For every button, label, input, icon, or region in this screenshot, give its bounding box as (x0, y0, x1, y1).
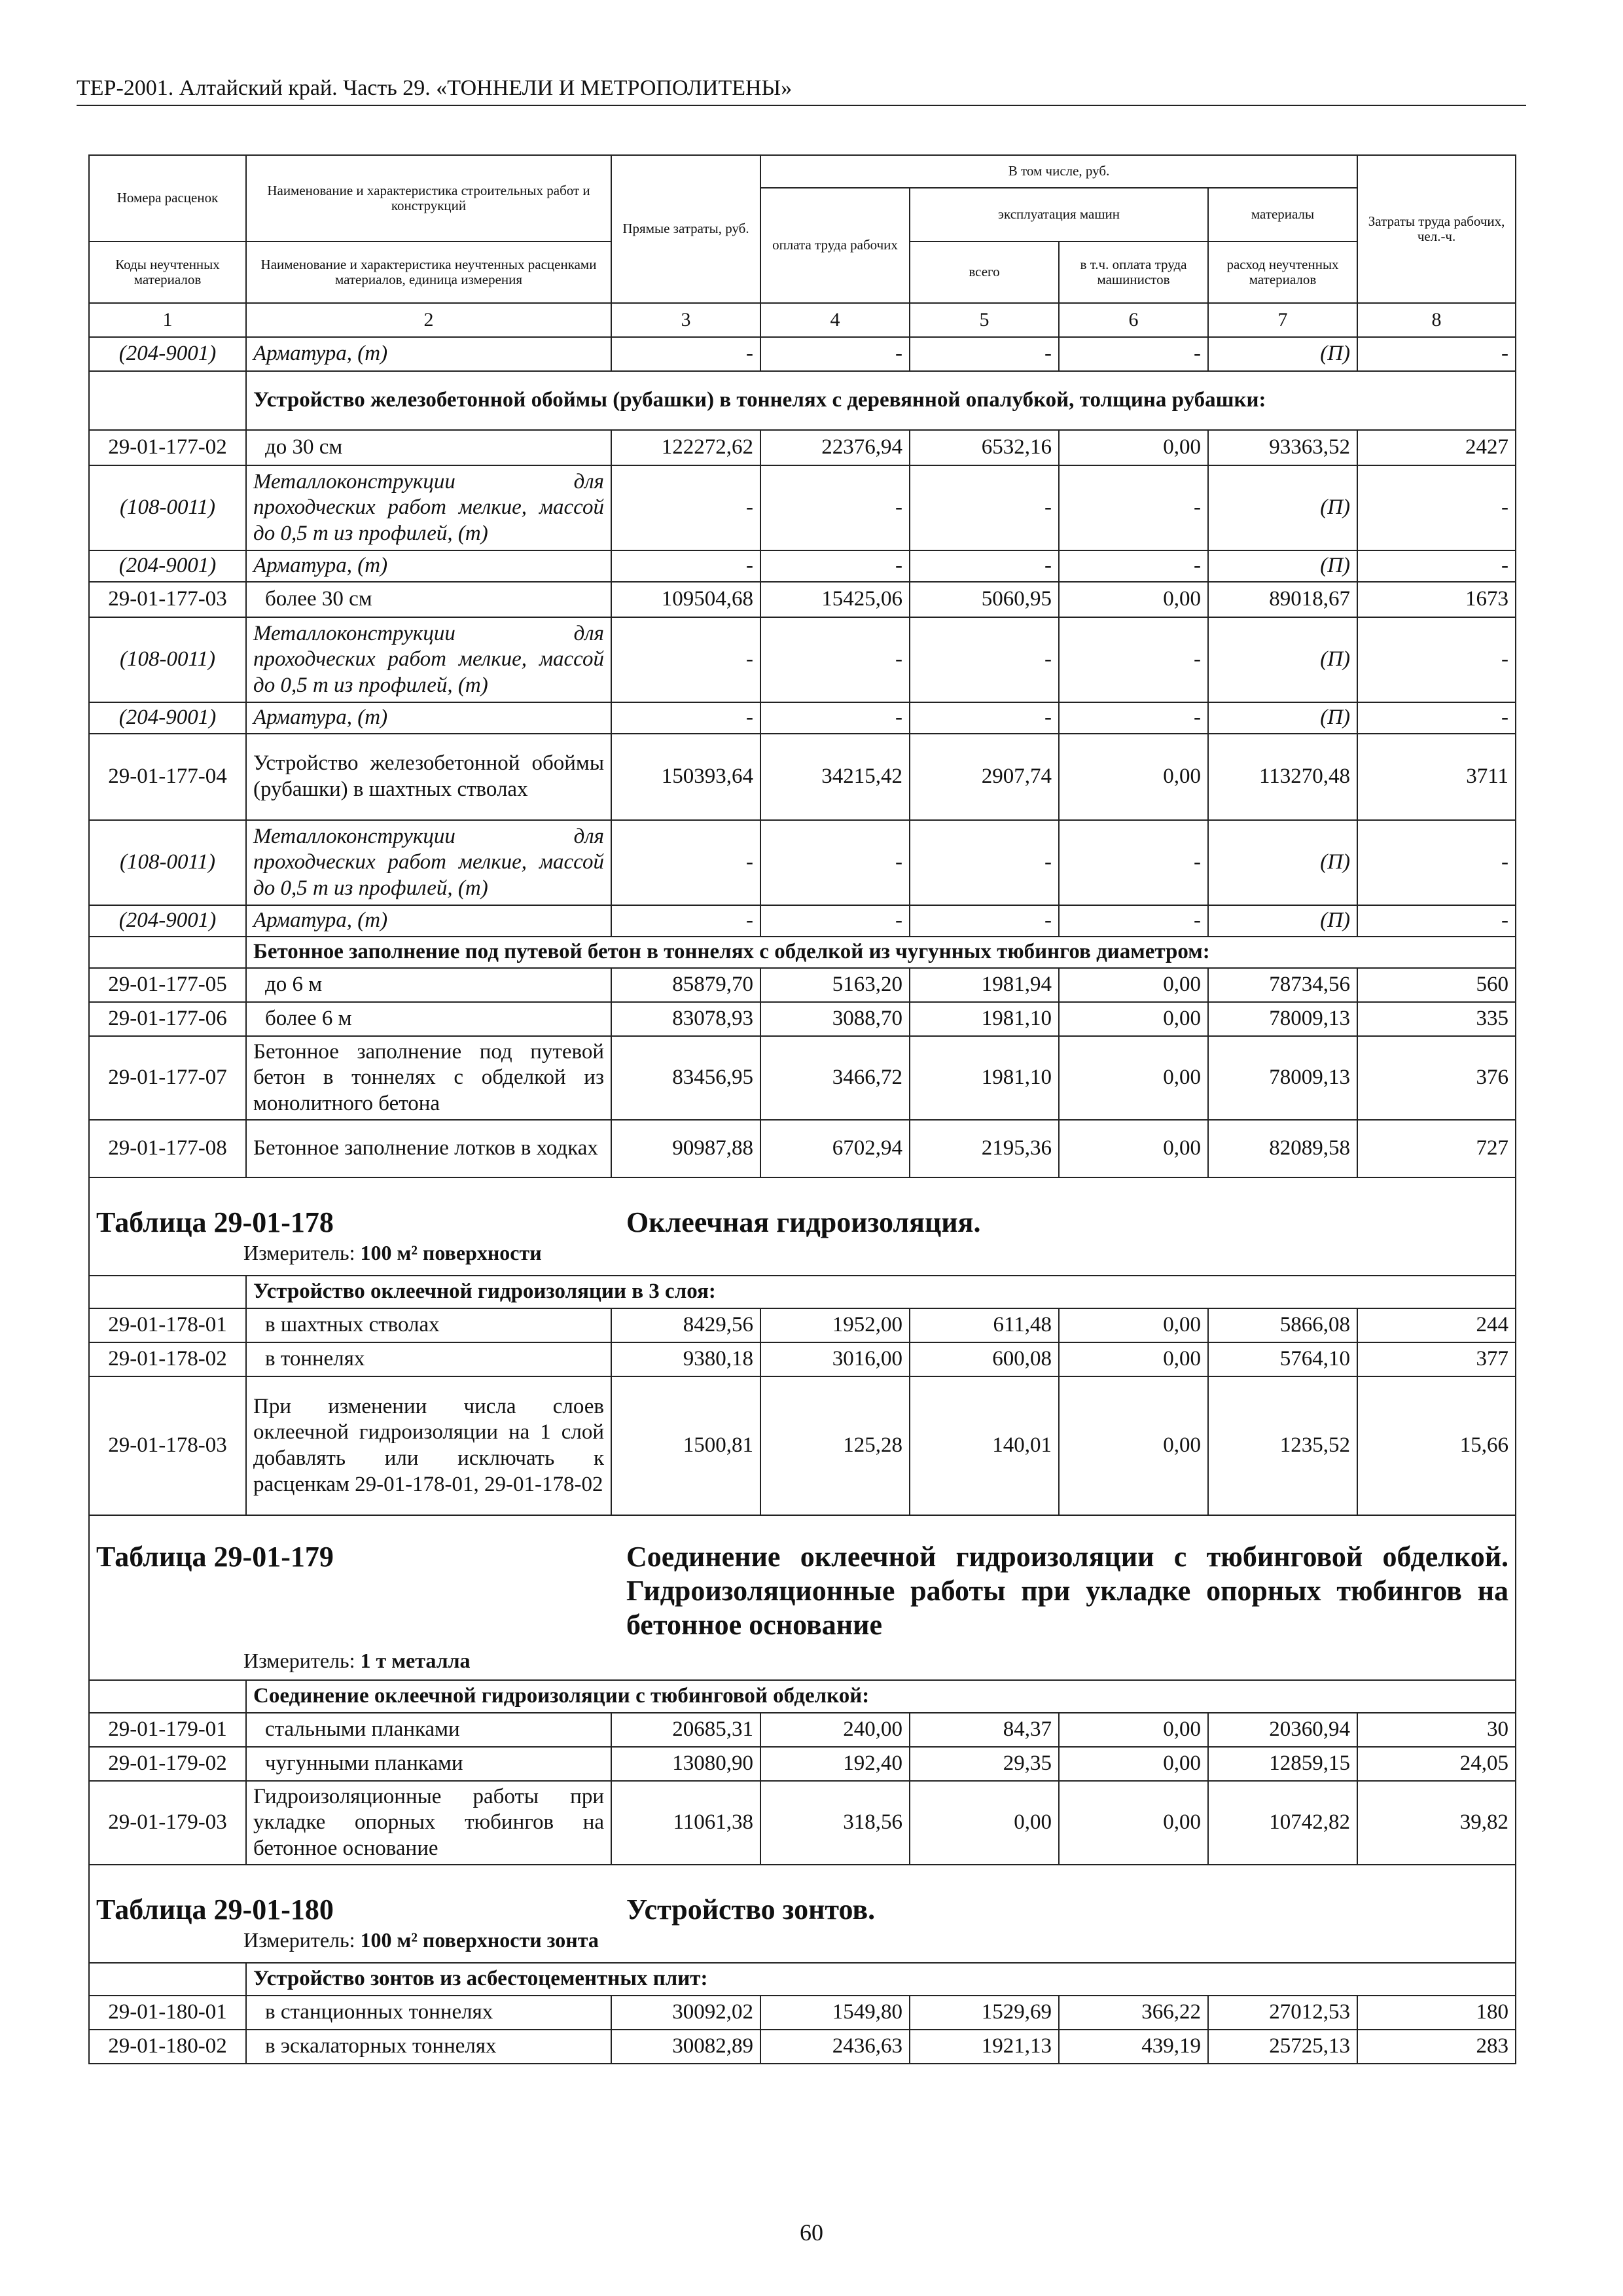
labor-costs: 39,82 (1357, 1781, 1516, 1865)
value-dash: - (910, 550, 1059, 582)
table-title: Устройство зонтов. (626, 1893, 876, 1926)
labor-pay: 1952,00 (760, 1308, 910, 1342)
rate-name: более 30 см (246, 582, 611, 617)
labor-pay: 5163,20 (760, 968, 910, 1002)
labor-pay: 6702,94 (760, 1120, 910, 1177)
direct-costs: 13080,90 (611, 1747, 760, 1781)
col-number: 3 (611, 303, 760, 337)
machines-operator-pay: 366,22 (1059, 1996, 1208, 2030)
machines-total: 2195,36 (910, 1120, 1059, 1177)
machines-total: 1529,69 (910, 1996, 1059, 2030)
machines-total: 1921,13 (910, 2030, 1059, 2064)
value-dash: - (611, 617, 760, 702)
rate-code: 29-01-179-01 (89, 1713, 246, 1747)
col-header-labor-costs: Затраты труда рабочих, чел.-ч. (1357, 155, 1516, 303)
value-dash: - (760, 337, 910, 371)
material-name: Арматура, (т) (246, 550, 611, 582)
labor-costs: 560 (1357, 968, 1516, 1002)
material-name: Металлоконструкции для проходческих работ мелкие, массой до 0,5 т из профилей, (т) (246, 820, 611, 905)
rate-code: 29-01-177-04 (89, 734, 246, 820)
labor-costs: 2427 (1357, 430, 1516, 465)
materials: 20360,94 (1208, 1713, 1357, 1747)
rate-name: более 6 м (246, 1002, 611, 1036)
section-heading: Соединение оклеечной гидроизоляции с тюбинговой обделкой: (246, 1680, 1516, 1713)
table-row (89, 1342, 1516, 1376)
labor-pay: 34215,42 (760, 734, 910, 820)
direct-costs: 83078,93 (611, 1002, 760, 1036)
measure-unit: Измеритель: 100 м² поверхности зонта (243, 1928, 599, 1952)
machines-total: 6532,16 (910, 430, 1059, 465)
materials: 78734,56 (1208, 968, 1357, 1002)
value-dash: - (760, 617, 910, 702)
machines-operator-pay: 0,00 (1059, 1036, 1208, 1120)
value-dash: - (1357, 550, 1516, 582)
rate-code: 29-01-179-02 (89, 1747, 246, 1781)
value-dash: - (760, 905, 910, 937)
material-consumption: (П) (1208, 820, 1357, 905)
rate-code: 29-01-177-02 (89, 430, 246, 465)
rate-name: до 6 м (246, 968, 611, 1002)
direct-costs: 1500,81 (611, 1376, 760, 1515)
value-dash: - (910, 905, 1059, 937)
material-name: Арматура, (т) (246, 337, 611, 371)
rate-code: 29-01-177-05 (89, 968, 246, 1002)
machines-operator-pay: 0,00 (1059, 582, 1208, 617)
rate-name: Устройство железобетонной обоймы (рубашки) в шахтных стволах (246, 734, 611, 820)
material-row (89, 465, 1516, 550)
section-heading: Устройство оклеечной гидроизоляции в 3 слоя: (246, 1276, 1516, 1308)
material-consumption: (П) (1208, 337, 1357, 371)
material-code: (204-9001) (89, 905, 246, 937)
labor-pay: 318,56 (760, 1781, 910, 1865)
labor-pay: 3088,70 (760, 1002, 910, 1036)
value-dash: - (760, 550, 910, 582)
col-header-material-name: Наименование и характеристика неучтенных расценками материалов, единица измерения (246, 242, 611, 303)
materials: 93363,52 (1208, 430, 1357, 465)
material-consumption: (П) (1208, 617, 1357, 702)
rate-code: 29-01-177-08 (89, 1120, 246, 1177)
machines-operator-pay: 0,00 (1059, 1747, 1208, 1781)
labor-costs: 727 (1357, 1120, 1516, 1177)
labor-costs: 1673 (1357, 582, 1516, 617)
materials: 25725,13 (1208, 2030, 1357, 2064)
labor-pay: 3466,72 (760, 1036, 910, 1120)
material-code: (108-0011) (89, 617, 246, 702)
value-dash: - (611, 550, 760, 582)
col-header-materials: материалы (1208, 188, 1357, 242)
value-dash: - (611, 702, 760, 734)
material-row (89, 550, 1516, 582)
value-dash: - (611, 820, 760, 905)
table-row (89, 430, 1516, 465)
materials: 82089,58 (1208, 1120, 1357, 1177)
labor-pay: 240,00 (760, 1713, 910, 1747)
rate-code: 29-01-177-06 (89, 1002, 246, 1036)
value-dash: - (1059, 905, 1208, 937)
machines-total: 29,35 (910, 1747, 1059, 1781)
labor-pay: 1549,80 (760, 1996, 910, 2030)
rate-name: Бетонное заполнение под путевой бетон в тоннелях с обделкой из монолитного бетона (246, 1036, 611, 1120)
labor-costs: 376 (1357, 1036, 1516, 1120)
col-number: 8 (1357, 303, 1516, 337)
table-row (89, 1376, 1516, 1515)
material-code: (204-9001) (89, 550, 246, 582)
material-name: Металлоконструкции для проходческих работ мелкие, массой до 0,5 т из профилей, (т) (246, 617, 611, 702)
table-number: Таблица 29-01-179 (96, 1541, 334, 1573)
machines-operator-pay: 0,00 (1059, 1342, 1208, 1376)
col-header-work-name: Наименование и характеристика строительных работ и конструкций (246, 155, 611, 242)
value-dash: - (910, 337, 1059, 371)
running-title: ТЕР-2001. Алтайский край. Часть 29. «ТОННЕЛИ И МЕТРОПОЛИТЕНЫ» (77, 76, 793, 100)
col-header-rate-numbers: Номера расценок (89, 155, 246, 242)
col-header-material-codes: Коды неучтенных материалов (89, 242, 246, 303)
value-dash: - (1357, 617, 1516, 702)
table-row (89, 1002, 1516, 1036)
value-dash: - (611, 337, 760, 371)
machines-operator-pay: 0,00 (1059, 430, 1208, 465)
col-number: 7 (1208, 303, 1357, 337)
labor-pay: 3016,00 (760, 1342, 910, 1376)
col-number: 4 (760, 303, 910, 337)
material-row (89, 905, 1516, 937)
materials: 5764,10 (1208, 1342, 1357, 1376)
rate-name: в тоннелях (246, 1342, 611, 1376)
measure-unit: Измеритель: 1 т металла (243, 1649, 471, 1673)
value-dash: - (1059, 337, 1208, 371)
rate-name: в эскалаторных тоннелях (246, 2030, 611, 2064)
section-heading: Бетонное заполнение под путевой бетон в тоннелях с обделкой из чугунных тюбингов диаметром: (246, 937, 1516, 968)
material-row (89, 617, 1516, 702)
material-row (89, 820, 1516, 905)
col-header-machines-total: всего (910, 242, 1059, 303)
header-rule (77, 105, 1526, 106)
value-dash: - (1059, 820, 1208, 905)
rate-code: 29-01-180-01 (89, 1996, 246, 2030)
rate-name: чугунными планками (246, 1747, 611, 1781)
table-row (89, 1120, 1516, 1177)
direct-costs: 150393,64 (611, 734, 760, 820)
value-dash: - (1357, 820, 1516, 905)
labor-costs: 15,66 (1357, 1376, 1516, 1515)
rate-code: 29-01-180-02 (89, 2030, 246, 2064)
labor-pay: 15425,06 (760, 582, 910, 617)
col-header-machines: эксплуатация машин (910, 188, 1208, 242)
machines-total: 611,48 (910, 1308, 1059, 1342)
materials: 89018,67 (1208, 582, 1357, 617)
direct-costs: 30092,02 (611, 1996, 760, 2030)
machines-operator-pay: 0,00 (1059, 1120, 1208, 1177)
material-name: Арматура, (т) (246, 905, 611, 937)
material-name: Металлоконструкции для проходческих работ мелкие, массой до 0,5 т из профилей, (т) (246, 465, 611, 550)
machines-total: 600,08 (910, 1342, 1059, 1376)
direct-costs: 8429,56 (611, 1308, 760, 1342)
machines-operator-pay: 0,00 (1059, 1713, 1208, 1747)
value-dash: - (1357, 337, 1516, 371)
direct-costs: 109504,68 (611, 582, 760, 617)
value-dash: - (910, 465, 1059, 550)
rate-name: При изменении числа слоев оклеечной гидроизоляции на 1 слой добавлять или исключать к расценкам 29-01-178-01, 29-01-178-02 (246, 1376, 611, 1515)
direct-costs: 11061,38 (611, 1781, 760, 1865)
table-number: Таблица 29-01-178 (96, 1206, 334, 1239)
labor-pay: 125,28 (760, 1376, 910, 1515)
material-row (89, 337, 1516, 371)
material-consumption: (П) (1208, 465, 1357, 550)
value-dash: - (760, 702, 910, 734)
rate-name: стальными планками (246, 1713, 611, 1747)
direct-costs: 83456,95 (611, 1036, 760, 1120)
labor-costs: 244 (1357, 1308, 1516, 1342)
material-consumption: (П) (1208, 550, 1357, 582)
machines-total: 5060,95 (910, 582, 1059, 617)
machines-operator-pay: 0,00 (1059, 1308, 1208, 1342)
rate-name: в шахтных стволах (246, 1308, 611, 1342)
table-row (89, 1747, 1516, 1781)
material-code: (204-9001) (89, 337, 246, 371)
labor-costs: 377 (1357, 1342, 1516, 1376)
machines-operator-pay: 0,00 (1059, 968, 1208, 1002)
col-number: 6 (1059, 303, 1208, 337)
table-row (89, 582, 1516, 617)
material-code: (204-9001) (89, 702, 246, 734)
value-dash: - (1357, 702, 1516, 734)
materials: 27012,53 (1208, 1996, 1357, 2030)
value-dash: - (1059, 617, 1208, 702)
table-title: Соединение оклеечной гидроизоляции с тюбинговой обделкой. Гидроизоляционные работы при укладке опорных тюбингов на бетонное основание (626, 1541, 1509, 1641)
direct-costs: 122272,62 (611, 430, 760, 465)
value-dash: - (910, 820, 1059, 905)
table-row (89, 1036, 1516, 1120)
table-178-heading (89, 1177, 1516, 1276)
labor-costs: 180 (1357, 1996, 1516, 2030)
material-row (89, 702, 1516, 734)
direct-costs: 30082,89 (611, 2030, 760, 2064)
table-180-heading (89, 1865, 1516, 1963)
rate-code: 29-01-177-07 (89, 1036, 246, 1120)
materials: 78009,13 (1208, 1036, 1357, 1120)
section-heading: Устройство зонтов из асбестоцементных плит: (246, 1963, 1516, 1996)
table-row (89, 968, 1516, 1002)
machines-operator-pay: 0,00 (1059, 1376, 1208, 1515)
labor-pay: 192,40 (760, 1747, 910, 1781)
table-row (89, 2030, 1516, 2064)
page-number: 60 (800, 2219, 823, 2246)
materials: 5866,08 (1208, 1308, 1357, 1342)
table-title: Оклеечная гидроизоляция. (626, 1206, 981, 1239)
materials: 12859,15 (1208, 1747, 1357, 1781)
machines-total: 140,01 (910, 1376, 1059, 1515)
table-row (89, 1996, 1516, 2030)
material-consumption: (П) (1208, 905, 1357, 937)
rate-code: 29-01-178-03 (89, 1376, 246, 1515)
value-dash: - (910, 702, 1059, 734)
table-row (89, 1308, 1516, 1342)
labor-costs: 335 (1357, 1002, 1516, 1036)
rate-name: Гидроизоляционные работы при укладке опорных тюбингов на бетонное основание (246, 1781, 611, 1865)
table-179-heading (89, 1515, 1516, 1680)
material-code: (108-0011) (89, 820, 246, 905)
machines-operator-pay: 0,00 (1059, 1002, 1208, 1036)
machines-total: 84,37 (910, 1713, 1059, 1747)
value-dash: - (1059, 550, 1208, 582)
rate-name: в станционных тоннелях (246, 1996, 611, 2030)
labor-costs: 283 (1357, 2030, 1516, 2064)
rate-name: Бетонное заполнение лотков в ходках (246, 1120, 611, 1177)
value-dash: - (1059, 465, 1208, 550)
value-dash: - (611, 905, 760, 937)
col-number: 2 (246, 303, 611, 337)
labor-costs: 3711 (1357, 734, 1516, 820)
col-number: 5 (910, 303, 1059, 337)
labor-costs: 30 (1357, 1713, 1516, 1747)
materials: 113270,48 (1208, 734, 1357, 820)
labor-costs: 24,05 (1357, 1747, 1516, 1781)
labor-pay: 22376,94 (760, 430, 910, 465)
col-header-including: В том числе, руб. (760, 155, 1357, 188)
machines-operator-pay: 0,00 (1059, 1781, 1208, 1865)
machines-operator-pay: 0,00 (1059, 734, 1208, 820)
labor-pay: 2436,63 (760, 2030, 910, 2064)
rate-code: 29-01-177-03 (89, 582, 246, 617)
rate-code: 29-01-178-01 (89, 1308, 246, 1342)
direct-costs: 9380,18 (611, 1342, 760, 1376)
material-name: Арматура, (т) (246, 702, 611, 734)
direct-costs: 20685,31 (611, 1713, 760, 1747)
table-row (89, 1781, 1516, 1865)
machines-total: 1981,94 (910, 968, 1059, 1002)
value-dash: - (1357, 465, 1516, 550)
rate-code: 29-01-179-03 (89, 1781, 246, 1865)
rate-code: 29-01-178-02 (89, 1342, 246, 1376)
machines-total: 1981,10 (910, 1036, 1059, 1120)
measure-unit: Измеритель: 100 м² поверхности (243, 1241, 542, 1265)
value-dash: - (760, 820, 910, 905)
materials: 1235,52 (1208, 1376, 1357, 1515)
materials: 10742,82 (1208, 1781, 1357, 1865)
value-dash: - (1357, 905, 1516, 937)
col-header-materials-consumption: расход неучтенных материалов (1208, 242, 1357, 303)
value-dash: - (760, 465, 910, 550)
table-number: Таблица 29-01-180 (96, 1893, 334, 1926)
material-consumption: (П) (1208, 702, 1357, 734)
col-header-machines-operator-pay: в т.ч. оплата труда машинистов (1059, 242, 1208, 303)
table-row (89, 734, 1516, 820)
value-dash: - (910, 617, 1059, 702)
col-header-labor-pay: оплата труда рабочих (760, 188, 910, 303)
rate-name: до 30 см (246, 430, 611, 465)
machines-total: 1981,10 (910, 1002, 1059, 1036)
machines-total: 2907,74 (910, 734, 1059, 820)
value-dash: - (1059, 702, 1208, 734)
table-row (89, 1713, 1516, 1747)
material-code: (108-0011) (89, 465, 246, 550)
col-number: 1 (89, 303, 246, 337)
direct-costs: 90987,88 (611, 1120, 760, 1177)
machines-total: 0,00 (910, 1781, 1059, 1865)
col-header-direct-costs: Прямые затраты, руб. (611, 155, 760, 303)
value-dash: - (611, 465, 760, 550)
estimate-table (88, 154, 1516, 2064)
machines-operator-pay: 439,19 (1059, 2030, 1208, 2064)
section-heading: Устройство железобетонной обоймы (рубашки) в тоннелях с деревянной опалубкой, толщина рубашки: (246, 371, 1516, 430)
materials: 78009,13 (1208, 1002, 1357, 1036)
direct-costs: 85879,70 (611, 968, 760, 1002)
